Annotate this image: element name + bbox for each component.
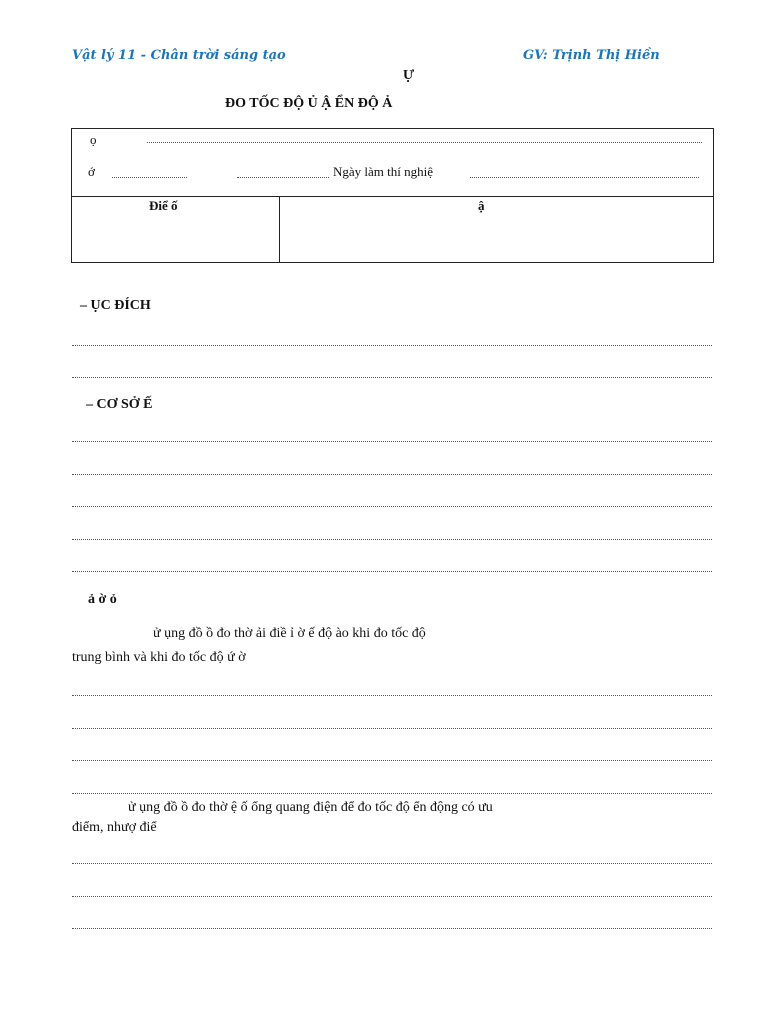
student-info-table — [71, 128, 714, 263]
report-title-line1: Ự — [403, 68, 415, 83]
answer-line[interactable] — [72, 928, 712, 929]
name-label: ọ — [90, 132, 97, 147]
purpose-heading: – ỤC ĐÍCH — [80, 298, 151, 313]
experiment-date-field[interactable] — [470, 177, 699, 178]
answer-line[interactable] — [72, 728, 712, 729]
answer-line[interactable] — [72, 695, 712, 696]
question-2-line1: ử ụng đồ ồ đo thờ ệ ố ổng quang điện để đo tốc độ ển động có ưu — [128, 800, 493, 815]
name-field[interactable] — [147, 142, 702, 143]
answer-line[interactable] — [72, 793, 712, 794]
answer-line[interactable] — [72, 377, 712, 378]
header-subject: Vật lý 11 - Chân trời sáng tạo — [72, 48, 286, 63]
answer-line[interactable] — [72, 441, 712, 442]
class-field[interactable] — [112, 177, 187, 178]
experiment-date-label: Ngày làm thí nghiệ — [333, 164, 434, 179]
header-teacher: GV: Trịnh Thị Hiền — [523, 48, 660, 63]
answer-line[interactable] — [72, 345, 712, 346]
answer-line[interactable] — [72, 896, 712, 897]
group-field[interactable] — [237, 177, 329, 178]
table-column-divider — [279, 196, 280, 262]
answer-line[interactable] — [72, 506, 712, 507]
answer-line[interactable] — [72, 863, 712, 864]
answer-line[interactable] — [72, 474, 712, 475]
question-1-line1: ử ụng đồ ồ đo thờ ải điề ỉ ờ ế độ ào khi đo tốc độ — [153, 626, 426, 641]
answer-line[interactable] — [72, 571, 712, 572]
answer-line[interactable] — [72, 760, 712, 761]
teacher-comment-label: ậ — [478, 198, 485, 213]
score-label: Điể ố — [149, 198, 178, 213]
theory-heading: – CƠ SỞ Ế — [86, 397, 153, 412]
class-label: ớ — [88, 164, 95, 179]
questions-heading: ả ờ ỏ — [88, 592, 117, 607]
report-title-line2: ĐO TỐC ĐỘ Ủ Ậ ỂN ĐỘ Ả — [225, 96, 393, 111]
table-row-divider — [72, 196, 713, 197]
question-1-line2: trung bình và khi đo tốc độ ứ ờ — [72, 650, 246, 665]
question-2-line2: điểm, nhượ điể — [72, 820, 157, 835]
answer-line[interactable] — [72, 539, 712, 540]
